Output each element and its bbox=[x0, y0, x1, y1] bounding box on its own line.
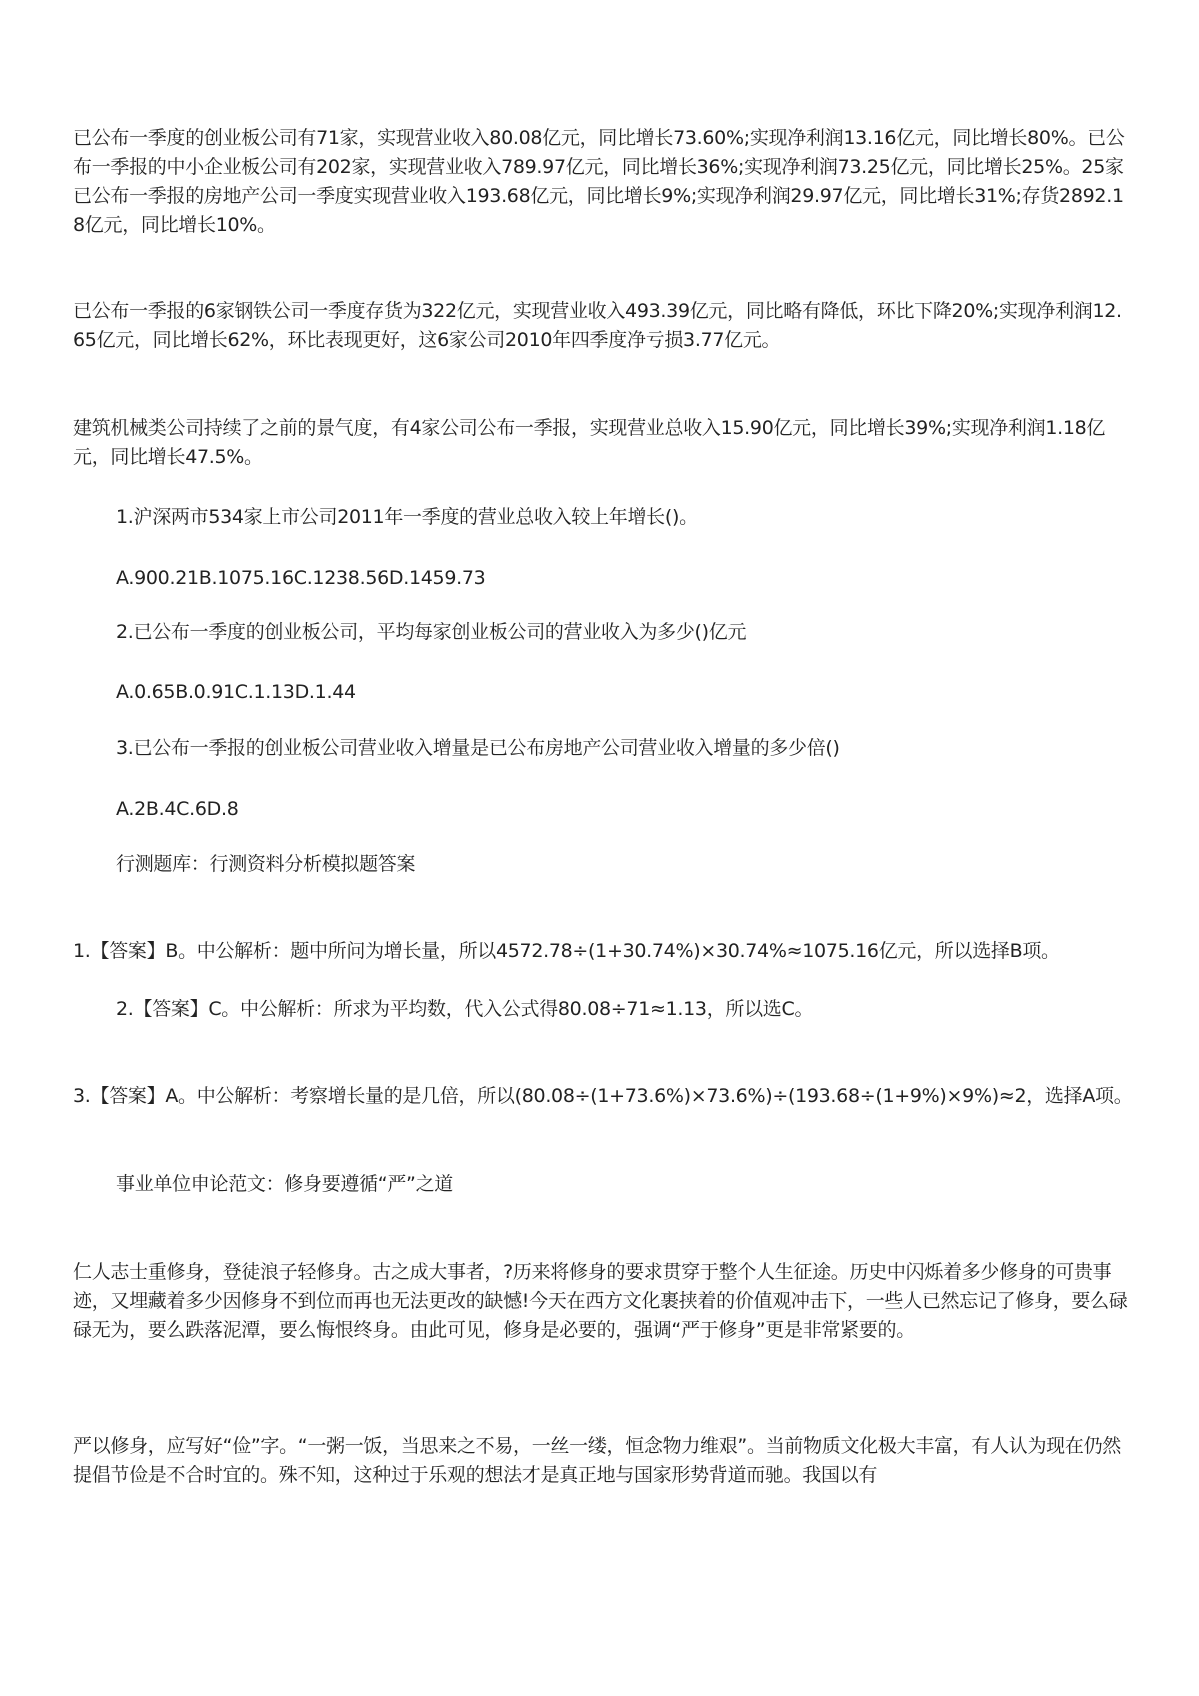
question-3: 3.已公布一季报的创业板公司营业收入增量是已公布房地产公司营业收入增量的多少倍() bbox=[116, 737, 840, 759]
answer-1: 1.【答案】B。中公解析：题中所问为增长量，所以4572.78÷(1+30.74%)×30.74%≈1075.16亿元，所以选择B项。 bbox=[73, 940, 1060, 962]
question-3-options: A.2B.4C.6D.8 bbox=[116, 798, 239, 820]
question-1-options: A.900.21B.1075.16C.1238.56D.1459.73 bbox=[116, 567, 486, 589]
essay-paragraph-1: 仁人志士重修身，登徒浪子轻修身。古之成大事者，?历来将修身的要求贯穿于整个人生征途。历史中闪烁着多少修身的可贵事迹，又埋藏着多少因修身不到位而再也无法更改的缺憾!今天在西方文化裹挟着的价值观冲击下，一些人已然忘记了修身，要么碌碌无为，要么跌落泥潭，要么悔恨终身。由此可见，修身是必要的，强调“严于修身”更是非常紧要的。 bbox=[73, 1261, 1128, 1341]
question-2-options: A.0.65B.0.91C.1.13D.1.44 bbox=[116, 681, 356, 703]
question-1: 1.沪深两市534家上市公司2011年一季度的营业总收入较上年增长()。 bbox=[116, 506, 698, 528]
paragraph-steel: 已公布一季报的6家钢铁公司一季度存货为322亿元，实现营业收入493.39亿元，同比略有降低，环比下降20%;实现净利润12.65亿元，同比增长62%，环比表现更好，这6家公司2010年四季度净亏损3.77亿元。 bbox=[73, 300, 1122, 351]
answer-2: 2.【答案】C。中公解析：所求为平均数，代入公式得80.08÷71≈1.13，所以选C。 bbox=[116, 998, 814, 1020]
essay-paragraph-2: 严以修身，应写好“俭”字。“一粥一饭，当思来之不易，一丝一缕，恒念物力维艰”。当前物质文化极大丰富，有人认为现在仍然提倡节俭是不合时宜的。殊不知，这种过于乐观的想法才是真正地与国家形势背道而驰。我国以有 bbox=[73, 1435, 1121, 1486]
paragraph-growth-stats: 已公布一季度的创业板公司有71家，实现营业收入80.08亿元，同比增长73.60%;实现净利润13.16亿元，同比增长80%。已公布一季报的中小企业板公司有202家，实现营业收入789.97亿元，同比增长36%;实现净利润73.25亿元，同比增长25%。25家已公布一季报的房地产公司一季度实现营业收入193.68亿元，同比增长9%;实现净利润29.97亿元，同比增长31%;存货2892.18亿元，同比增长10%。 bbox=[73, 127, 1125, 236]
paragraph-machinery: 建筑机械类公司持续了之前的景气度，有4家公司公布一季报，实现营业总收入15.90亿元，同比增长39%;实现净利润1.18亿元，同比增长47.5%。 bbox=[73, 417, 1106, 468]
essay-title: 事业单位申论范文：修身要遵循“严”之道 bbox=[116, 1173, 453, 1195]
answer-section-title: 行测题库：行测资料分析模拟题答案 bbox=[116, 853, 416, 875]
answer-3: 3.【答案】A。中公解析：考察增长量的是几倍，所以(80.08÷(1+73.6%)×73.6%)÷(193.68÷(1+9%)×9%)≈2，选择A项。 bbox=[73, 1085, 1133, 1107]
question-2: 2.已公布一季度的创业板公司，平均每家创业板公司的营业收入为多少()亿元 bbox=[116, 621, 747, 643]
